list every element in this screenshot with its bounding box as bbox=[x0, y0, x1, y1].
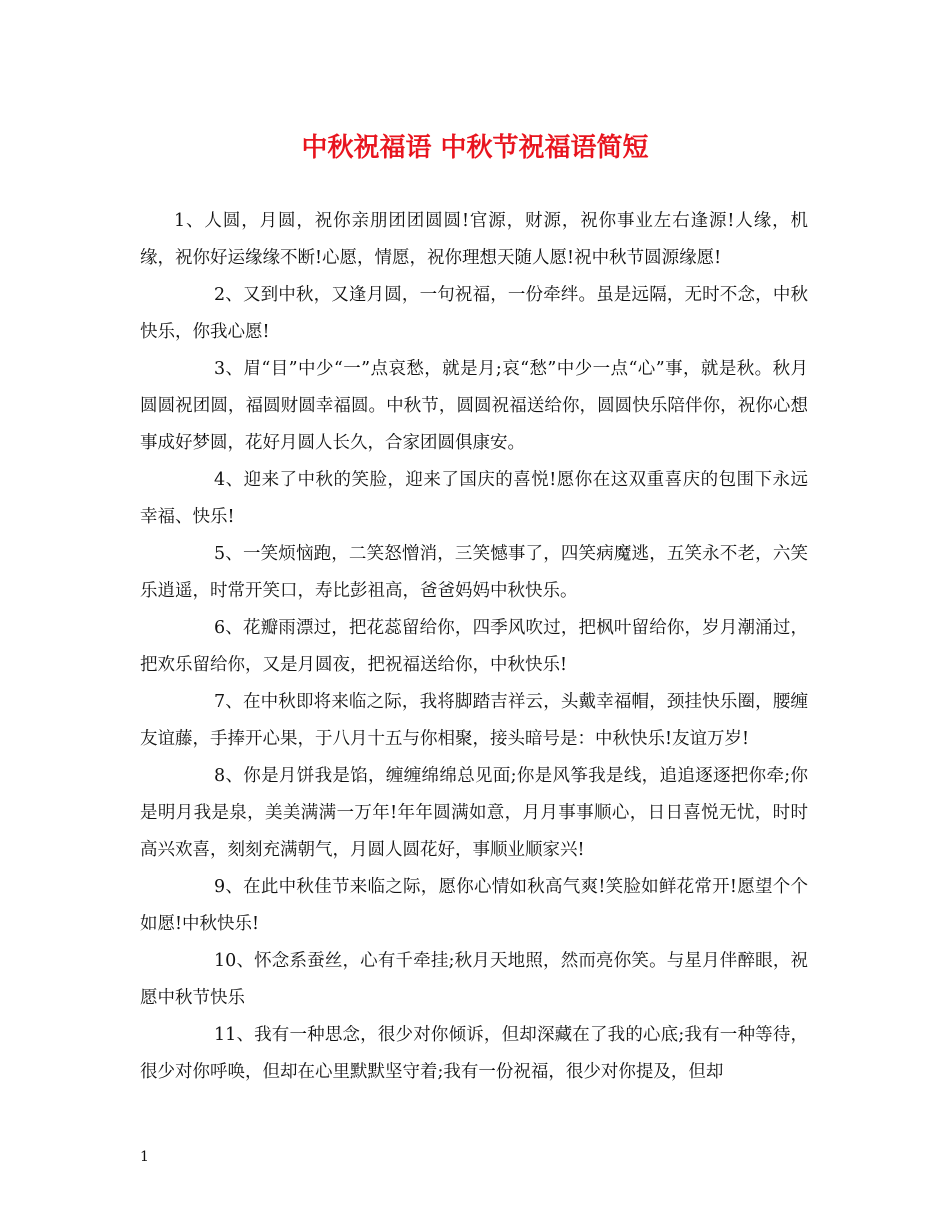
paragraph-7: 7、在中秋即将来临之际，我将脚踏吉祥云，头戴幸福帽，颈挂快乐圈，腰缠友谊藤，手捧开心果，于八月十五与你相聚，接头暗号是：中秋快乐!友谊万岁! bbox=[140, 692, 808, 749]
document-body bbox=[140, 203, 808, 1091]
paragraph-3: 3、眉“目”中少“一”点哀愁，就是月;哀“愁”中少一点“心”事，就是秋。秋月圆圆祝团圆，福圆财圆幸福圆。中秋节，圆圆祝福送给你，圆圆快乐陪伴你，祝你心想事成好梦圆，花好月圆人长久，合家团圆俱康安。 bbox=[140, 359, 808, 453]
paragraph-4: 4、迎来了中秋的笑脸，迎来了国庆的喜悦!愿你在这双重喜庆的包围下永远幸福、快乐! bbox=[140, 470, 808, 527]
paragraph-2: 2、又到中秋，又逢月圆，一句祝福，一份牵绊。虽是远隔，无时不念，中秋快乐，你我心愿! bbox=[140, 285, 808, 342]
paragraph-1: 1、人圆，月圆，祝你亲朋团团圆圆!官源，财源，祝你事业左右逢源!人缘，机缘，祝你好运缘缘不断!心愿，情愿，祝你理想天随人愿!祝中秋节圆源缘愿! bbox=[140, 211, 808, 268]
paragraph-9: 9、在此中秋佳节来临之际，愿你心情如秋高气爽!笑脸如鲜花常开!愿望个个如愿!中秋快乐! bbox=[140, 877, 808, 934]
paragraph-6: 6、花瓣雨漂过，把花蕊留给你，四季风吹过，把枫叶留给你，岁月潮涌过，把欢乐留给你，又是月圆夜，把祝福送给你，中秋快乐! bbox=[140, 618, 808, 675]
page-number: 1 bbox=[140, 1149, 149, 1165]
paragraph-10: 10、怀念系蚕丝，心有千牵挂;秋月天地照，然而亮你笑。与星月伴醉眼，祝愿中秋节快乐 bbox=[140, 951, 808, 1008]
document-title: 中秋祝福语 中秋节祝福语简短 bbox=[301, 133, 649, 163]
paragraph-5: 5、一笑烦恼跑，二笑怒憎消，三笑憾事了，四笑病魔逃，五笑永不老，六笑乐逍遥，时常开笑口，寿比彭祖高，爸爸妈妈中秋快乐。 bbox=[140, 544, 808, 601]
paragraph-11: 11、我有一种思念，很少对你倾诉，但却深藏在了我的心底;我有一种等待，很少对你呼唤，但却在心里默默坚守着;我有一份祝福，很少对你提及，但却 bbox=[140, 1025, 808, 1082]
paragraph-8: 8、你是月饼我是馅，缠缠绵绵总见面;你是风筝我是线，追追逐逐把你牵;你是明月我是泉，美美满满一万年!年年圆满如意，月月事事顺心，日日喜悦无忧，时时高兴欢喜，刻刻充满朝气，月圆人圆花好，事顺业顺家兴! bbox=[140, 766, 808, 860]
